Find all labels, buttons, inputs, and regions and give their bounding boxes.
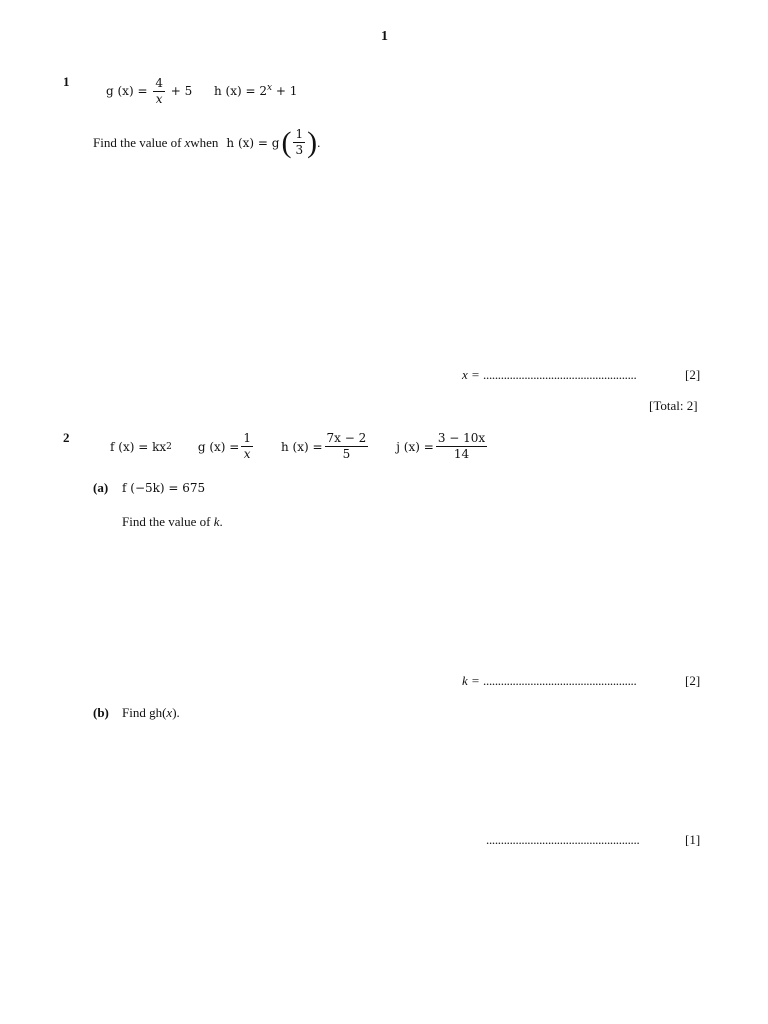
q1-g-denominator: x	[155, 92, 163, 106]
q1-condition-end: .	[317, 134, 321, 150]
q2-part-a-equation: f (−5k) = 675	[122, 481, 206, 495]
q2-function-definitions	[110, 431, 489, 462]
q1-prompt-pre: Find the value of	[93, 134, 182, 150]
q2-b-answer-line	[486, 832, 639, 848]
q2-b-answer-dots: ....................................................	[486, 832, 640, 847]
q2-g-denominator: x	[243, 447, 251, 461]
q2-f-exponent: 2	[166, 441, 172, 452]
question-2-number: 2	[63, 430, 70, 445]
q1-prompt-var: x	[184, 134, 191, 150]
q2-f-def: f (x) = kx	[110, 439, 167, 454]
q2-a-prompt-var: k	[213, 514, 220, 529]
q2-a-answer-dots: ....................................................	[483, 673, 637, 688]
q1-right-paren: )	[307, 125, 318, 159]
q1-h-tail: + 1	[275, 84, 298, 98]
q1-h-lhs: h (x) = 2	[213, 84, 267, 98]
q2-g-fraction	[241, 431, 253, 462]
q2-j-denominator: 14	[453, 447, 470, 461]
q2-part-b-prompt	[122, 705, 180, 721]
q1-total: [Total: 2]	[649, 398, 698, 413]
q1-g-numerator: 4	[155, 76, 163, 90]
q2-b-marks: [1]	[685, 832, 701, 847]
q2-a-answer-line	[462, 673, 636, 689]
q1-condition-denominator: 3	[295, 143, 304, 157]
q2-a-prompt-end: .	[219, 514, 223, 529]
q2-a-marks: [2]	[685, 673, 701, 688]
q1-g-fraction	[153, 76, 165, 107]
q1-function-definitions	[106, 76, 297, 107]
question-1-number: 1	[63, 74, 70, 89]
q1-g-lhs: g (x) =	[106, 84, 148, 98]
q2-h-denominator: 5	[342, 447, 351, 461]
q1-condition-numerator: 1	[295, 127, 304, 141]
q2-h-fraction	[325, 431, 369, 462]
q1-condition-fraction	[293, 127, 305, 158]
q2-h-numerator: 7x − 2	[326, 431, 367, 445]
q1-left-paren: (	[281, 125, 292, 159]
q2-g-numerator: 1	[243, 431, 251, 445]
q2-j-fraction	[436, 431, 487, 462]
q1-answer-dots: ....................................................	[483, 367, 637, 382]
q2-part-a-label: (a)	[93, 480, 109, 495]
q1-g-tail: + 5	[170, 84, 193, 98]
q2-j-numerator: 3 − 10x	[437, 431, 486, 445]
q1-answer-label: x =	[462, 367, 480, 382]
q2-part-a-prompt	[122, 514, 223, 530]
q1-condition-lhs: h (x) = g	[226, 135, 280, 150]
q2-b-prompt-end: ).	[172, 705, 180, 720]
q2-part-b-label: (b)	[93, 705, 109, 720]
q1-marks: [2]	[685, 367, 701, 382]
q2-b-prompt-pre: Find gh(	[122, 705, 167, 720]
q1-prompt-mid: when	[190, 134, 219, 150]
q2-g-lhs: g (x) =	[197, 439, 240, 454]
page-number: 1	[381, 29, 388, 44]
q2-j-lhs: j (x) =	[396, 439, 434, 454]
q1-h-exponent: x	[266, 83, 273, 93]
q2-h-lhs: h (x) =	[280, 439, 323, 454]
q1-answer-line	[462, 367, 636, 383]
q2-a-answer-label: k =	[462, 673, 480, 688]
q2-a-prompt-pre: Find the value of	[122, 514, 214, 529]
q2-b-prompt-var: x	[166, 705, 173, 720]
q1-prompt	[93, 127, 320, 158]
